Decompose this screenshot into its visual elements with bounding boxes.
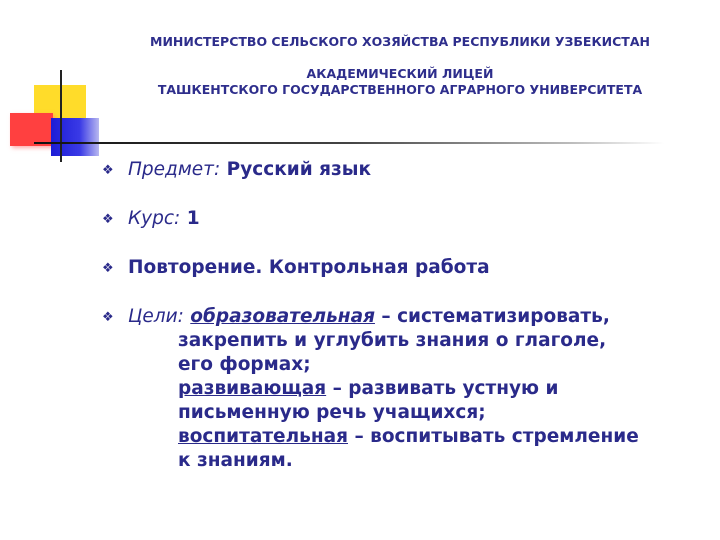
- course-value: 1: [186, 208, 200, 229]
- goal-educational-text-1: – систематизировать,: [374, 306, 610, 327]
- content-list: [100, 158, 700, 498]
- goal-upbringing-text-1: – воспитывать стремление: [348, 426, 639, 447]
- course-label: Курс:: [128, 208, 181, 229]
- list-item-subject: [100, 158, 700, 182]
- goal-educational-text-2: закрепить и углубить знания о глаголе,: [178, 330, 607, 351]
- list-item-course: [100, 207, 700, 231]
- diamond-bullet-icon: ❖: [102, 310, 114, 325]
- subject-label: Предмет:: [128, 159, 221, 180]
- goal-developmental-text-1: – развивать устную и: [326, 378, 559, 399]
- horizontal-rule: [34, 142, 664, 144]
- goal-upbringing-term: воспитательная: [178, 426, 348, 447]
- goal-educational-text-3: его формах;: [178, 354, 311, 375]
- diamond-bullet-icon: ❖: [102, 212, 114, 227]
- goals-label: Цели:: [128, 306, 184, 327]
- goal-developmental-text-2: письменную речь учащихся;: [178, 402, 486, 423]
- vertical-rule: [60, 70, 62, 162]
- university-title: ТАШКЕНТСКОГО ГОСУДАРСТВЕННОГО АГРАРНОГО УНИВЕРСИТЕТА: [157, 82, 643, 97]
- slide-header: [80, 34, 720, 98]
- goal-developmental-term: развивающая: [178, 378, 327, 399]
- ministry-title: МИНИСТЕРСТВО СЕЛЬСКОГО ХОЗЯЙСТВА РЕСПУБЛИКИ УЗБЕКИСТАН: [150, 34, 650, 49]
- list-item-goals: [100, 305, 700, 473]
- goal-upbringing-line: [128, 425, 700, 449]
- goal-educational-term: образовательная: [190, 306, 375, 327]
- diamond-bullet-icon: ❖: [102, 163, 114, 178]
- blue-square: [51, 118, 99, 156]
- list-item-topic: [100, 256, 700, 280]
- decorative-squares: [0, 70, 110, 165]
- goal-upbringing-text-2: к знаниям.: [178, 450, 293, 471]
- lyceum-title: АКАДЕМИЧЕСКИЙ ЛИЦЕЙ: [306, 66, 494, 81]
- goal-developmental-line: [128, 377, 700, 401]
- diamond-bullet-icon: ❖: [102, 261, 114, 276]
- topic-value: Повторение. Контрольная работа: [128, 257, 490, 278]
- subject-value: Русский язык: [226, 159, 372, 180]
